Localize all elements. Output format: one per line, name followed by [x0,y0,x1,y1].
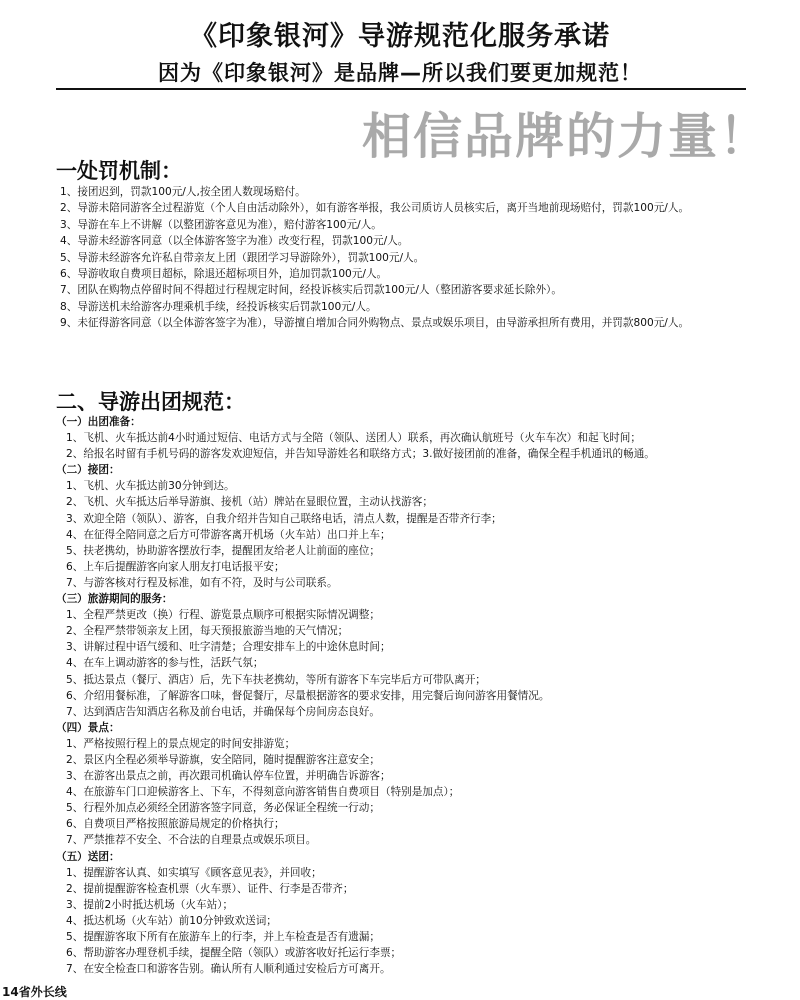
list-item: 2、导游未陪同游客全过程游览（个人自由活动除外），如有游客举报，我公司质访人员核实后，离开当地前现场赔付，罚款100元/人。 [60,202,690,215]
list-item: 5、提醒游客取下所有在旅游车上的行李，并上车检查是否有遗漏； [66,931,380,943]
list-item: 7、团队在购物点停留时间不得超过行程规定时间，经投诉核实后罚款100元/人（整团游客要求延长除外）。 [60,284,562,297]
list-item: 1、飞机、火车抵达前4小时通过短信、电话方式与全陪（领队、送团人）联系，再次确认航班号（火车车次）和起飞时间； [66,432,641,445]
list-item: 3、欢迎全陪（领队）、游客，自我介绍并告知自己联络电话，清点人数，提醒是否带齐行李； [66,512,502,525]
list-item: 4、在旅游车门口迎候游客上、下车，不得刻意向游客销售自费项目（特别是加点）； [66,786,460,799]
list-item: 1、严格按照行程上的景点规定的时间安排游览； [66,737,296,750]
list-item: 6、自费项目严格按照旅游局规定的价格执行； [66,818,285,831]
guide-norms [56,414,655,977]
slogan: 相信品牌的力量！ [361,108,770,165]
list-item: 8、导游送机未给游客办理乘机手续，经投诉核实后罚款100元/人。 [60,300,377,313]
page-subtitle: 因为《印象银河》是品牌—所以我们要更加规范！ [158,61,642,85]
list-item: 3、导游在车上不讲解（以整团游客意见为准），赔付游客100元/人。 [60,218,382,231]
group-title: （二）接团： [56,464,120,477]
list-item: 5、扶老携幼，协助游客摆放行李，提醒团友给老人让前面的座位； [66,544,380,557]
list-item: 3、在游客出景点之前，再次跟司机确认停车位置，并明确告诉游客； [66,770,391,783]
list-item: 2、全程严禁带领亲友上团，每天预报旅游当地的天气情况； [66,625,349,638]
group-title: （五）送团： [56,850,120,863]
footer-label: 14省外长线 [2,985,67,999]
section-heading-penalty: 一处罚机制： [56,159,182,183]
title-divider [56,88,746,90]
list-item: 1、接团迟到，罚款100元/人,按全团人数现场赔付。 [60,186,306,198]
list-item: 7、与游客核对行程及标准，如有不符，及时与公司联系。 [66,576,338,589]
group-title: （四）景点： [56,721,120,734]
list-item: 1、全程严禁更改（换）行程、游览景点顺序可根据实际情况调整； [66,609,380,622]
list-item: 6、导游收取自费项目超标，除退还超标项目外，追加罚款100元/人。 [60,268,388,281]
list-item: 5、抵达景点（餐厅、酒店）后，先下车扶老携幼，等所有游客下车完毕后方可带队离开； [66,673,486,686]
group-title: （三）旅游期间的服务： [56,593,173,606]
list-item: 7、在安全检查口和游客告别。确认所有人顺利通过安检后方可离开。 [66,963,391,976]
list-item: 7、严禁推荐不安全、不合法的自理景点或娱乐项目。 [66,834,317,847]
list-item: 3、提前2小时抵达机场（火车站）； [66,898,234,911]
list-item: 2、景区内全程必须举导游旗，安全陪同，随时提醒游客注意安全； [66,753,380,766]
list-item: 7、达到酒店告知酒店名称及前台电话，并确保每个房间房态良好。 [66,705,380,718]
list-item: 1、飞机、火车抵达前30分钟到达。 [66,480,235,493]
list-item: 2、给报名时留有手机号码的游客发欢迎短信，并告知导游姓名和联络方式；3.做好接团前的准备，确保全程手机通讯的畅通。 [66,448,655,461]
list-item: 2、提前提醒游客检查机票（火车票）、证件、行李是否带齐； [66,882,354,895]
list-item: 9、未征得游客同意（以全体游客签字为准），导游擅自增加合同外购物点、景点或娱乐项目，由导游承担所有费用，并罚款800元/人。 [60,317,690,330]
list-item: 6、上车后提醒游客向家人朋友打电话报平安； [66,560,285,573]
list-item: 4、在车上调动游客的参与性，活跃气氛； [66,657,264,670]
list-item: 3、讲解过程中语气缓和、吐字清楚；合理安排车上的中途休息时间； [66,641,391,654]
list-item: 2、飞机、火车抵达后举导游旗、接机（站）牌站在显眼位置，主动认找游客； [66,496,433,509]
list-item: 4、在征得全陪同意之后方可带游客离开机场（火车站）出口并上车； [66,528,391,541]
group-title: （一）出团准备： [56,416,141,428]
list-item: 6、介绍用餐标准，了解游客口味，督促餐厅，尽量根据游客的要求安排，用完餐后询问游客用餐情况。 [66,689,550,702]
list-item: 1、提醒游客认真、如实填写《顾客意见表》，并回收； [66,866,322,879]
page-title: 《印象银河》导游规范化服务承诺 [190,21,610,52]
list-item: 6、帮助游客办理登机手续，提醒全陪（领队）或游客收好托运行李票； [66,947,402,960]
section-heading-guide-norms: 二、导游出团规范： [56,390,245,414]
list-item: 5、导游未经游客允许私自带亲友上团（跟团学习导游除外），罚款100元/人。 [60,251,425,264]
list-item: 5、行程外加点必须经全团游客签字同意，务必保证全程统一行动； [66,802,380,815]
list-item: 4、导游未经游客同意（以全体游客签字为准）改变行程，罚款100元/人。 [60,235,409,248]
list-item: 4、抵达机场（火车站）前10分钟致欢送词； [66,914,277,927]
penalty-list [60,184,689,332]
